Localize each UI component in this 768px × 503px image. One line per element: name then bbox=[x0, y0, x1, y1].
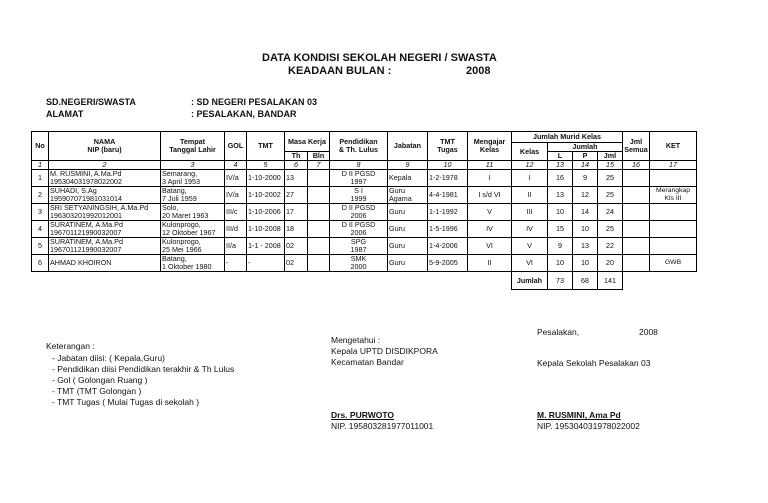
row-pendidikan: D II PGSD 1997 bbox=[330, 170, 388, 187]
header-kelas: Kelas bbox=[512, 143, 548, 161]
address-label: ALAMAT bbox=[46, 109, 84, 119]
row-ket bbox=[650, 204, 697, 221]
row-nama-nip: SURATINEM, A.Ma.Pd 196701121990032007 bbox=[49, 238, 161, 255]
total-row bbox=[32, 272, 697, 290]
row-tmt-tugas: 1-2-1978 bbox=[428, 170, 468, 187]
row-jml: 25 bbox=[598, 187, 623, 204]
row-jml-semua bbox=[623, 187, 650, 204]
row-tmt-tugas: 1-1-1992 bbox=[428, 204, 468, 221]
header-p: P bbox=[573, 152, 598, 161]
header-tmt-tugas: TMT Tugas bbox=[428, 132, 468, 161]
row-mengajar: IV bbox=[468, 221, 512, 238]
row-jml: 20 bbox=[598, 255, 623, 272]
row-jabatan: Guru Agama bbox=[388, 187, 428, 204]
header-jml-semua: Jml Semua bbox=[623, 132, 650, 161]
notes-title: Keterangan : bbox=[46, 341, 95, 351]
header-nama: NAMA NIP (baru) bbox=[49, 132, 161, 161]
table-row bbox=[32, 170, 697, 187]
row-jabatan: Guru bbox=[388, 204, 428, 221]
row-l: 15 bbox=[548, 221, 573, 238]
row-tmt: 1-1 - 2008 bbox=[247, 238, 285, 255]
column-number-row: 1 2 3 4 5 6 7 8 9 10 11 12 13 14 15 16 17 bbox=[32, 161, 697, 170]
row-nama-nip: M. RUSMINI, A.Ma.Pd 195304031978022002 bbox=[49, 170, 161, 187]
month-label: KEADAAN BULAN : bbox=[288, 65, 392, 77]
row-no: 1 bbox=[32, 170, 49, 187]
row-tmt-tugas: 1-4-2006 bbox=[428, 238, 468, 255]
row-bln bbox=[308, 170, 330, 187]
header-masa-kerja: Masa Kerja bbox=[285, 132, 330, 152]
row-jabatan: Kepala bbox=[388, 170, 428, 187]
note-item: - Jabatan diisi: ( Kepala,Guru) bbox=[52, 353, 165, 363]
row-bln bbox=[308, 221, 330, 238]
row-kelas: III bbox=[512, 204, 548, 221]
row-jabatan: Guru bbox=[388, 238, 428, 255]
header-gol: GOL bbox=[225, 132, 247, 161]
row-jml-semua bbox=[623, 255, 650, 272]
row-tempat-tgl: Semarang, 3 April 1953 bbox=[161, 170, 225, 187]
row-ket bbox=[650, 221, 697, 238]
row-bln bbox=[308, 238, 330, 255]
row-pendidikan: D II PGSD 2006 bbox=[330, 221, 388, 238]
header-th: Th bbox=[285, 152, 308, 161]
row-pendidikan: D II PGSD 2006 bbox=[330, 204, 388, 221]
document-title: DATA KONDISI SEKOLAH NEGERI / SWASTA bbox=[262, 52, 497, 64]
row-pendidikan: SMK 2000 bbox=[330, 255, 388, 272]
row-bln bbox=[308, 255, 330, 272]
row-gol: II/a bbox=[225, 238, 247, 255]
table-row bbox=[32, 238, 697, 255]
header-no: No bbox=[32, 132, 49, 161]
header-ket: KET bbox=[650, 132, 697, 161]
row-jml: 22 bbox=[598, 238, 623, 255]
row-mengajar: II bbox=[468, 255, 512, 272]
header-bln: Bln bbox=[308, 152, 330, 161]
row-l: 10 bbox=[548, 255, 573, 272]
row-p: 14 bbox=[573, 204, 598, 221]
row-nama-nip: SURATINEM, A.Ma.Pd 196701121990032007 bbox=[49, 221, 161, 238]
sign-right-role: Kepala Sekolah Pesalakan 03 bbox=[537, 358, 651, 368]
teacher-table bbox=[31, 131, 697, 290]
row-nama-nip: SRI SETYANINGSIH, A.Ma.Pd 196303201992012001 bbox=[49, 204, 161, 221]
header-mengajar: Mengajar Kelas bbox=[468, 132, 512, 161]
row-tmt-tugas: 1-5-1996 bbox=[428, 221, 468, 238]
sign-left-name: Drs. PURWOTO bbox=[331, 410, 394, 420]
row-ket: GWB bbox=[650, 255, 697, 272]
row-l: 13 bbox=[548, 187, 573, 204]
row-tempat-tgl: Kulonprogo, 12 Oktober 1967 bbox=[161, 221, 225, 238]
school-name-value: : SD NEGERI PESALAKAN 03 bbox=[191, 97, 318, 107]
row-tmt: 1-10-2006 bbox=[247, 204, 285, 221]
row-no: 4 bbox=[32, 221, 49, 238]
sign-right-place: Pesalakan, bbox=[537, 327, 580, 337]
row-tmt: - bbox=[247, 255, 285, 272]
note-item: - Gol ( Golongan Ruang ) bbox=[52, 375, 148, 385]
row-ket: Merangkap Kls III bbox=[650, 187, 697, 204]
row-ket bbox=[650, 238, 697, 255]
row-tempat-tgl: Solo, 20 Maret 1963 bbox=[161, 204, 225, 221]
row-tmt: 1-10-2008 bbox=[247, 221, 285, 238]
school-type-label: SD.NEGERI/SWASTA bbox=[46, 97, 136, 107]
sign-left-line3: Kecamatan Bandar bbox=[331, 357, 404, 367]
header-tmt: TMT bbox=[247, 132, 285, 161]
row-th: 13 bbox=[285, 170, 308, 187]
row-pendidikan: SPG 1987 bbox=[330, 238, 388, 255]
table-row bbox=[32, 204, 697, 221]
address-value: : PESALAKAN, BANDAR bbox=[191, 109, 297, 119]
row-tempat-tgl: Batang, 7 Juli 1959 bbox=[161, 187, 225, 204]
row-mengajar: V bbox=[468, 204, 512, 221]
row-no: 2 bbox=[32, 187, 49, 204]
row-tmt-tugas: 4-4-1981 bbox=[428, 187, 468, 204]
row-gol: III/d bbox=[225, 221, 247, 238]
note-item: - TMT Tugas ( Mulai Tugas di sekolah ) bbox=[52, 397, 200, 407]
row-no: 6 bbox=[32, 255, 49, 272]
header-jumlah: Jumlah bbox=[548, 143, 623, 152]
row-tmt-tugas: 5-9-2005 bbox=[428, 255, 468, 272]
year-label: 2008 bbox=[466, 65, 491, 77]
row-tempat-tgl: Batang, 1 Oktober 1980 bbox=[161, 255, 225, 272]
header-tempat: Tempat Tanggal Lahir bbox=[161, 132, 225, 161]
row-bln bbox=[308, 187, 330, 204]
row-tmt: 1-10-2002 bbox=[247, 187, 285, 204]
row-gol: - bbox=[225, 255, 247, 272]
table-row bbox=[32, 255, 697, 272]
row-nama-nip: SUHADI, S.Ag 195907071981031014 bbox=[49, 187, 161, 204]
row-th: 17 bbox=[285, 204, 308, 221]
row-p: 10 bbox=[573, 255, 598, 272]
row-gol: III/c bbox=[225, 204, 247, 221]
sign-left-nip: NIP. 195803281977011001 bbox=[331, 421, 434, 431]
sign-left-line2: Kepala UPTD DISDIKPORA bbox=[331, 346, 438, 356]
row-l: 9 bbox=[548, 238, 573, 255]
row-jml-semua bbox=[623, 238, 650, 255]
row-mengajar: I bbox=[468, 170, 512, 187]
header-pendidikan: Pendidikan & Th. Lulus bbox=[330, 132, 388, 161]
row-jabatan: Guru bbox=[388, 255, 428, 272]
row-kelas: I bbox=[512, 170, 548, 187]
table-row bbox=[32, 187, 697, 204]
row-jabatan: Guru bbox=[388, 221, 428, 238]
note-item: - TMT (TMT Golongan ) bbox=[52, 386, 142, 396]
sign-right-nip: NIP. 195304031978022002 bbox=[537, 421, 640, 431]
row-jml-semua bbox=[623, 170, 650, 187]
row-nama-nip: AHMAD KHOIRON bbox=[49, 255, 161, 272]
row-gol: IV/a bbox=[225, 187, 247, 204]
row-l: 10 bbox=[548, 204, 573, 221]
table-row bbox=[32, 221, 697, 238]
row-th: 18 bbox=[285, 221, 308, 238]
sign-right-name: M. RUSMINI, Ama Pd bbox=[537, 410, 621, 420]
row-th: 02 bbox=[285, 238, 308, 255]
row-tmt: 1-10-2000 bbox=[247, 170, 285, 187]
sign-right-year: 2008 bbox=[639, 327, 658, 337]
row-ket bbox=[650, 170, 697, 187]
header-jumlah-murid: Jumlah Murid Kelas bbox=[512, 132, 623, 143]
row-mengajar: VI bbox=[468, 238, 512, 255]
header-jml: Jml bbox=[598, 152, 623, 161]
row-th: 27 bbox=[285, 187, 308, 204]
total-p: 68 bbox=[573, 272, 598, 290]
row-pendidikan: S I 1999 bbox=[330, 187, 388, 204]
row-kelas: V bbox=[512, 238, 548, 255]
row-kelas: VI bbox=[512, 255, 548, 272]
row-jml: 25 bbox=[598, 170, 623, 187]
row-jml: 24 bbox=[598, 204, 623, 221]
row-no: 5 bbox=[32, 238, 49, 255]
total-l: 73 bbox=[548, 272, 573, 290]
note-item: - Pendidikan diisi Pendidikan terakhir & Th Lulus bbox=[52, 364, 235, 374]
row-p: 10 bbox=[573, 221, 598, 238]
row-no: 3 bbox=[32, 204, 49, 221]
row-jml: 25 bbox=[598, 221, 623, 238]
row-kelas: IV bbox=[512, 221, 548, 238]
sign-left-line1: Mengetahui : bbox=[331, 335, 381, 345]
row-bln bbox=[308, 204, 330, 221]
total-jml: 141 bbox=[598, 272, 623, 290]
total-label: Jumlah bbox=[512, 272, 548, 290]
header-l: L bbox=[548, 152, 573, 161]
header-jabatan: Jabatan bbox=[388, 132, 428, 161]
row-tempat-tgl: Kulonprogo, 25 Mei 1966 bbox=[161, 238, 225, 255]
row-th: 02 bbox=[285, 255, 308, 272]
row-p: 12 bbox=[573, 187, 598, 204]
row-kelas: II bbox=[512, 187, 548, 204]
row-jml-semua bbox=[623, 204, 650, 221]
row-p: 9 bbox=[573, 170, 598, 187]
row-l: 16 bbox=[548, 170, 573, 187]
row-gol: IV/a bbox=[225, 170, 247, 187]
row-p: 13 bbox=[573, 238, 598, 255]
row-mengajar: I s/d VI bbox=[468, 187, 512, 204]
row-jml-semua bbox=[623, 221, 650, 238]
